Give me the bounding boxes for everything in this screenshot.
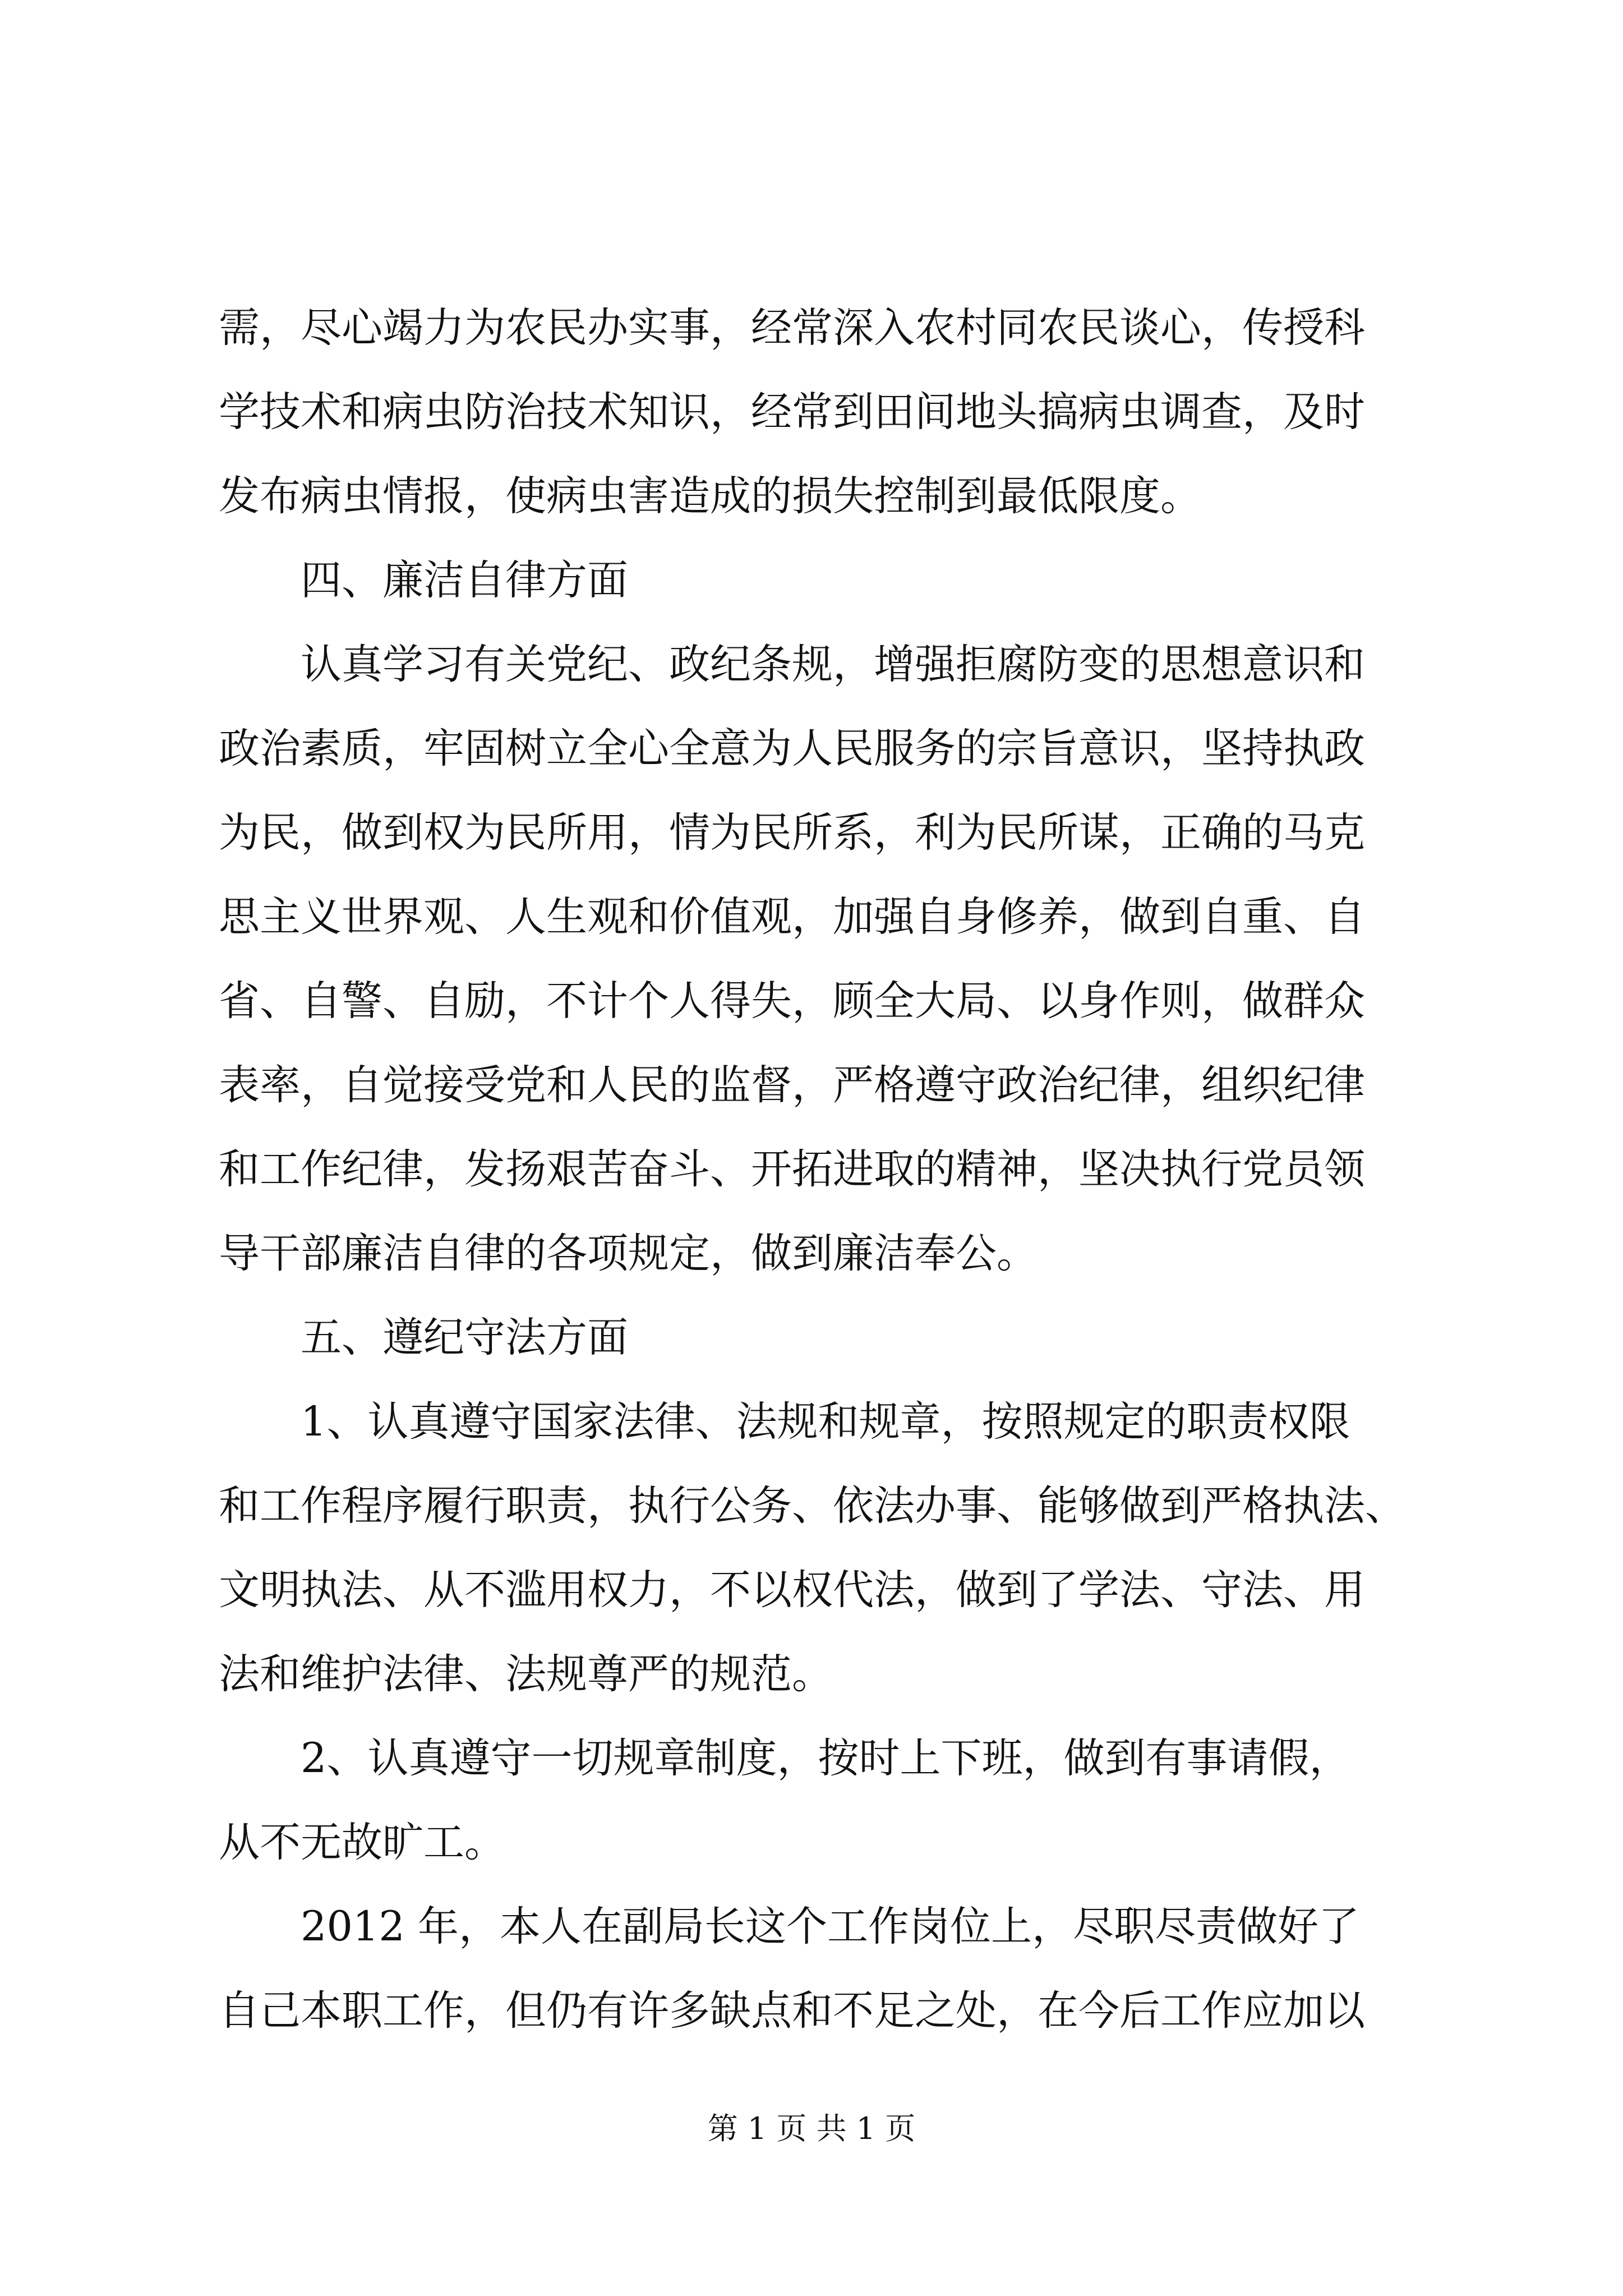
text-line: 省、自警、自励，不计个人得失，顾全大局、以身作则，做群众	[219, 977, 1365, 1025]
text-line: 从不无故旷工。	[219, 1819, 505, 1866]
text-line: 学技术和病虫防治技术知识，经常到田间地头搞病虫调查，及时	[219, 388, 1365, 436]
text-line: 为民，做到权为民所用，情为民所系，利为民所谋，正确的马克	[219, 809, 1365, 857]
text-line: 和工作程序履行职责，执行公务、依法办事、能够做到严格执法、	[219, 1482, 1406, 1530]
text-line: 思主义世界观、人生观和价值观，加强自身修养，做到自重、自	[219, 893, 1365, 941]
text-line: 和工作纪律，发扬艰苦奋斗、开拓进取的精神，坚决执行党员领	[219, 1145, 1365, 1193]
text-line: 导干部廉洁自律的各项规定，做到廉洁奉公。	[219, 1230, 1038, 1277]
text-line: 2012 年，本人在副局长这个工作岗位上，尽职尽责做好了	[301, 1903, 1359, 1950]
text-line: 发布病虫情报，使病虫害造成的损失控制到最低限度。	[219, 472, 1201, 520]
text-line: 2、认真遵守一切规章制度，按时上下班，做到有事请假，	[301, 1734, 1350, 1782]
text-line: 自己本职工作，但仍有许多缺点和不足之处，在今后工作应加以	[219, 1987, 1365, 2035]
page-footer: 第 1 页 共 1 页	[707, 2111, 916, 2146]
text-line: 认真学习有关党纪、政纪条规，增强拒腐防变的思想意识和	[301, 641, 1365, 688]
text-line: 1、认真遵守国家法律、法规和规章，按照规定的职责权限	[301, 1398, 1350, 1446]
text-line: 需，尽心竭力为农民办实事，经常深入农村同农民谈心，传授科	[219, 304, 1365, 352]
section-heading: 四、廉洁自律方面	[301, 556, 628, 604]
text-line: 表率，自觉接受党和人民的监督，严格遵守政治纪律，组织纪律	[219, 1061, 1365, 1109]
text-line: 政治素质，牢固树立全心全意为人民服务的宗旨意识，坚持执政	[219, 725, 1365, 772]
text-line: 法和维护法律、法规尊严的规范。	[219, 1650, 833, 1698]
section-heading: 五、遵纪守法方面	[301, 1314, 628, 1361]
text-line: 文明执法、从不滥用权力，不以权代法，做到了学法、守法、用	[219, 1566, 1365, 1614]
